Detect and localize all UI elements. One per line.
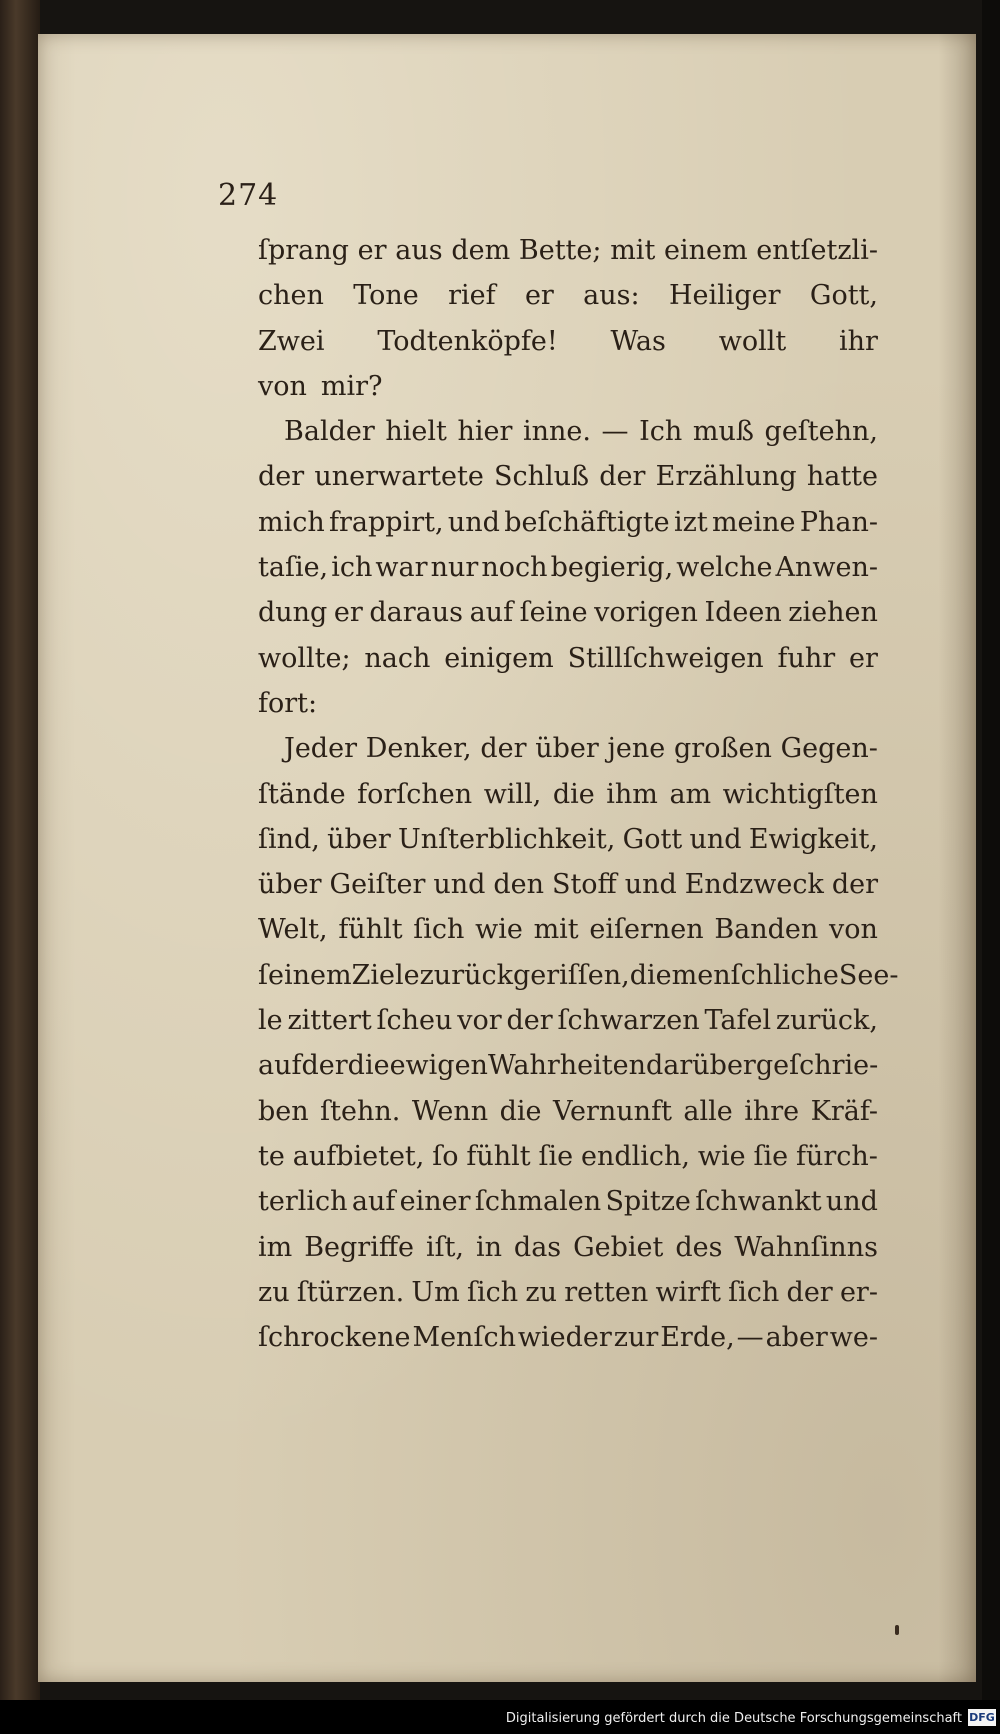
- word: jene: [607, 733, 666, 765]
- word: taſie,: [258, 552, 329, 584]
- word: aufbietet,: [292, 1140, 425, 1172]
- word: von: [258, 370, 307, 402]
- word: Begriffe: [304, 1231, 414, 1263]
- word: ſind,: [258, 823, 320, 855]
- word: le: [258, 1005, 283, 1037]
- word: er-: [839, 1276, 878, 1308]
- word: nur: [430, 552, 479, 584]
- word: der: [301, 1050, 348, 1082]
- word: See-: [838, 959, 899, 991]
- word: welche: [676, 552, 773, 584]
- word: in: [475, 1231, 502, 1263]
- word: ſie: [753, 1140, 789, 1172]
- word: ſo: [432, 1140, 459, 1172]
- word: fühlt: [338, 914, 403, 946]
- text-line: [258, 1315, 878, 1360]
- word: wollte;: [258, 642, 351, 674]
- text-line: [258, 364, 878, 409]
- word: Heiliger: [668, 280, 781, 312]
- word: ziehen: [788, 597, 878, 629]
- word: Was: [610, 325, 666, 357]
- word: Geiſter: [329, 869, 426, 901]
- binding-frame: [982, 0, 1000, 1734]
- word: iſt,: [425, 1231, 464, 1263]
- word: ſprang: [258, 235, 349, 266]
- word: Anwen-: [775, 552, 878, 584]
- word: ſcheu: [376, 1005, 453, 1037]
- word: er: [524, 280, 554, 312]
- word: Denker,: [365, 733, 472, 765]
- word: Ich: [639, 416, 683, 448]
- word: wie: [697, 1140, 746, 1172]
- word: fürch-: [795, 1140, 878, 1172]
- word: er: [849, 642, 878, 674]
- word: hier: [457, 416, 513, 448]
- word: Todtenköpfe!: [377, 325, 558, 357]
- word: Bette;: [518, 235, 602, 266]
- word: am: [669, 778, 712, 810]
- word: ſie: [538, 1140, 574, 1172]
- word: chen: [258, 280, 324, 312]
- word: und: [689, 823, 742, 855]
- word: Jeder: [284, 733, 357, 765]
- word: vor: [457, 1005, 502, 1037]
- word: unerwartete: [314, 461, 484, 493]
- word: auf: [258, 1050, 302, 1082]
- word: dem: [451, 235, 511, 266]
- word: ſich: [413, 914, 465, 946]
- word: Gott: [622, 823, 683, 855]
- word: und: [624, 869, 677, 901]
- word: ſchmalen: [474, 1186, 602, 1218]
- word: fühlt: [466, 1140, 531, 1172]
- word: der: [480, 733, 527, 765]
- word: wieder: [517, 1322, 612, 1354]
- word: Endzweck: [684, 869, 824, 901]
- word: zittert: [287, 1005, 372, 1037]
- word: mir?: [320, 370, 383, 402]
- word: Menſch: [412, 1322, 516, 1354]
- word: ihr: [839, 325, 878, 357]
- word: er: [357, 235, 387, 266]
- word: ſich: [728, 1276, 780, 1308]
- word: frappirt,: [329, 506, 444, 538]
- word: geſtehn,: [764, 416, 878, 448]
- word: Balder: [284, 416, 375, 448]
- text-line: [258, 726, 878, 771]
- book-edge: [0, 0, 40, 1734]
- word: forſchen: [357, 778, 473, 810]
- word: Ewigkeit,: [748, 823, 878, 855]
- word: die: [629, 959, 672, 991]
- word: noch: [481, 552, 548, 584]
- word: einer: [399, 1186, 471, 1218]
- word: wirft: [655, 1276, 721, 1308]
- word: dung: [258, 597, 328, 629]
- word: der: [831, 869, 878, 901]
- word: Um: [411, 1276, 460, 1308]
- word: mich: [258, 506, 325, 538]
- word: aber: [765, 1322, 828, 1354]
- word: aus: [395, 235, 443, 266]
- word: des: [675, 1231, 723, 1263]
- text-line: [258, 590, 878, 635]
- word: zu: [258, 1276, 290, 1308]
- text-line: [258, 817, 878, 862]
- word: das: [513, 1231, 562, 1263]
- text-line: [258, 545, 878, 590]
- word: fuhr: [777, 642, 836, 674]
- text-line: [258, 454, 878, 499]
- word: zurückgeriſſen,: [419, 959, 630, 991]
- word: ben: [258, 1095, 309, 1127]
- word: auf: [351, 1186, 396, 1218]
- word: inne.: [522, 416, 591, 448]
- word: Gegen-: [780, 733, 878, 765]
- word: entſetzli-: [756, 235, 878, 266]
- word: ſchwankt: [695, 1186, 822, 1218]
- word: von: [829, 914, 878, 946]
- dfg-logo: DFG: [969, 1711, 995, 1724]
- word: und: [433, 869, 486, 901]
- word: vorigen: [594, 597, 698, 629]
- word: te: [258, 1140, 285, 1172]
- word: retten: [564, 1276, 649, 1308]
- word: aus:: [583, 280, 640, 312]
- word: und: [447, 506, 500, 538]
- word: mit: [533, 914, 579, 946]
- text-line: [258, 1043, 878, 1088]
- word: menſchliche: [671, 959, 839, 991]
- text-line: [258, 862, 878, 907]
- word: Wahrheiten: [487, 1050, 646, 1082]
- word: ihm: [606, 778, 658, 810]
- text-line: [258, 1225, 878, 1270]
- word: über: [535, 733, 599, 765]
- word: ſich: [467, 1276, 519, 1308]
- word: Erzählung: [655, 461, 797, 493]
- text-line: [258, 998, 878, 1043]
- word: Welt,: [258, 914, 328, 946]
- page-number: 274: [218, 178, 279, 213]
- word: endlich,: [580, 1140, 690, 1172]
- word: ihre: [744, 1095, 800, 1127]
- word: einigem: [444, 642, 554, 674]
- word: wollt: [718, 325, 787, 357]
- word: der: [506, 1005, 553, 1037]
- word: eiſernen: [589, 914, 704, 946]
- word: geſchrie-: [755, 1050, 879, 1082]
- word: Erde,: [660, 1322, 735, 1354]
- word: Gott,: [809, 280, 878, 312]
- text-line: [258, 907, 878, 952]
- word: Tone: [353, 280, 419, 312]
- word: war: [375, 552, 428, 584]
- word: die: [499, 1095, 542, 1127]
- text-line: [258, 273, 878, 318]
- word: zurück,: [775, 1005, 878, 1037]
- word: daraus: [369, 597, 464, 629]
- word: ewigen: [389, 1050, 488, 1082]
- word: izt: [673, 506, 708, 538]
- word: über: [258, 869, 322, 901]
- word: Unſterblichkeit,: [398, 823, 616, 855]
- word: darüber: [645, 1050, 756, 1082]
- word: der: [258, 461, 305, 493]
- word: ſtehn.: [320, 1095, 401, 1127]
- word: und: [825, 1186, 878, 1218]
- word: Wahnſinns: [734, 1231, 878, 1263]
- word: im: [258, 1231, 293, 1263]
- word: Ziele: [351, 959, 420, 991]
- word: Zwei: [258, 325, 325, 357]
- text-line: [258, 409, 878, 454]
- word: zur: [613, 1322, 659, 1354]
- word: —: [736, 1322, 764, 1354]
- word: Stoff: [551, 869, 617, 901]
- word: der: [786, 1276, 833, 1308]
- word: fort:: [258, 687, 318, 719]
- word: hatte: [806, 461, 878, 493]
- word: über: [327, 823, 391, 855]
- word: die: [552, 778, 595, 810]
- word: wichtigſten: [722, 778, 878, 810]
- word: wie: [475, 914, 523, 946]
- word: Stillſchweigen: [567, 642, 764, 674]
- word: Kräf-: [810, 1095, 878, 1127]
- funding-credit: Digitalisierung gefördert durch die Deutsche Forschungsgemeinschaft: [505, 1711, 962, 1726]
- word: er: [333, 597, 363, 629]
- word: ich: [331, 552, 373, 584]
- word: Gebiet: [573, 1231, 664, 1263]
- word: hielt: [385, 416, 447, 448]
- word: Ideen: [704, 597, 782, 629]
- text-line: [258, 1089, 878, 1134]
- word: den: [493, 869, 545, 901]
- word: Phan-: [799, 506, 878, 538]
- word: we-: [829, 1322, 878, 1354]
- word: nach: [364, 642, 431, 674]
- word: Wenn: [411, 1095, 489, 1127]
- word: ſeinem: [258, 959, 352, 991]
- word: ſchrockene: [258, 1322, 411, 1354]
- word: Schluß: [493, 461, 590, 493]
- body-text: [258, 228, 899, 1360]
- word: beſchäftigte: [504, 506, 670, 538]
- word: ſeine: [519, 597, 588, 629]
- word: alle: [683, 1095, 733, 1127]
- text-line: [258, 772, 878, 817]
- word: muß: [692, 416, 754, 448]
- word: meine: [711, 506, 796, 538]
- text-line: [258, 228, 878, 273]
- text-line: [258, 1179, 878, 1224]
- word: Banden: [714, 914, 819, 946]
- word: großen: [674, 733, 772, 765]
- word: auf: [469, 597, 514, 629]
- word: zu: [525, 1276, 558, 1308]
- text-line: [258, 681, 878, 726]
- word: Vernunft: [553, 1095, 672, 1127]
- word: Spitze: [605, 1186, 691, 1218]
- text-line: [258, 1134, 878, 1179]
- word: ſchwarzen: [557, 1005, 700, 1037]
- word: begierig,: [550, 552, 674, 584]
- word: mit: [610, 235, 656, 266]
- word: ſtände: [258, 778, 346, 810]
- word: ſtürzen.: [296, 1276, 405, 1308]
- word: Tafel: [704, 1005, 772, 1037]
- text-line: [258, 1270, 878, 1315]
- word: rief: [448, 280, 496, 312]
- word: terlich: [258, 1186, 348, 1218]
- word: die: [347, 1050, 390, 1082]
- word: —: [601, 416, 629, 448]
- word: der: [599, 461, 646, 493]
- word: will,: [483, 778, 542, 810]
- text-line: [258, 953, 899, 998]
- word: einem: [664, 235, 748, 266]
- text-line: [258, 500, 878, 545]
- text-line: [258, 319, 878, 364]
- text-line: [258, 636, 878, 681]
- ink-mark: [895, 1625, 899, 1635]
